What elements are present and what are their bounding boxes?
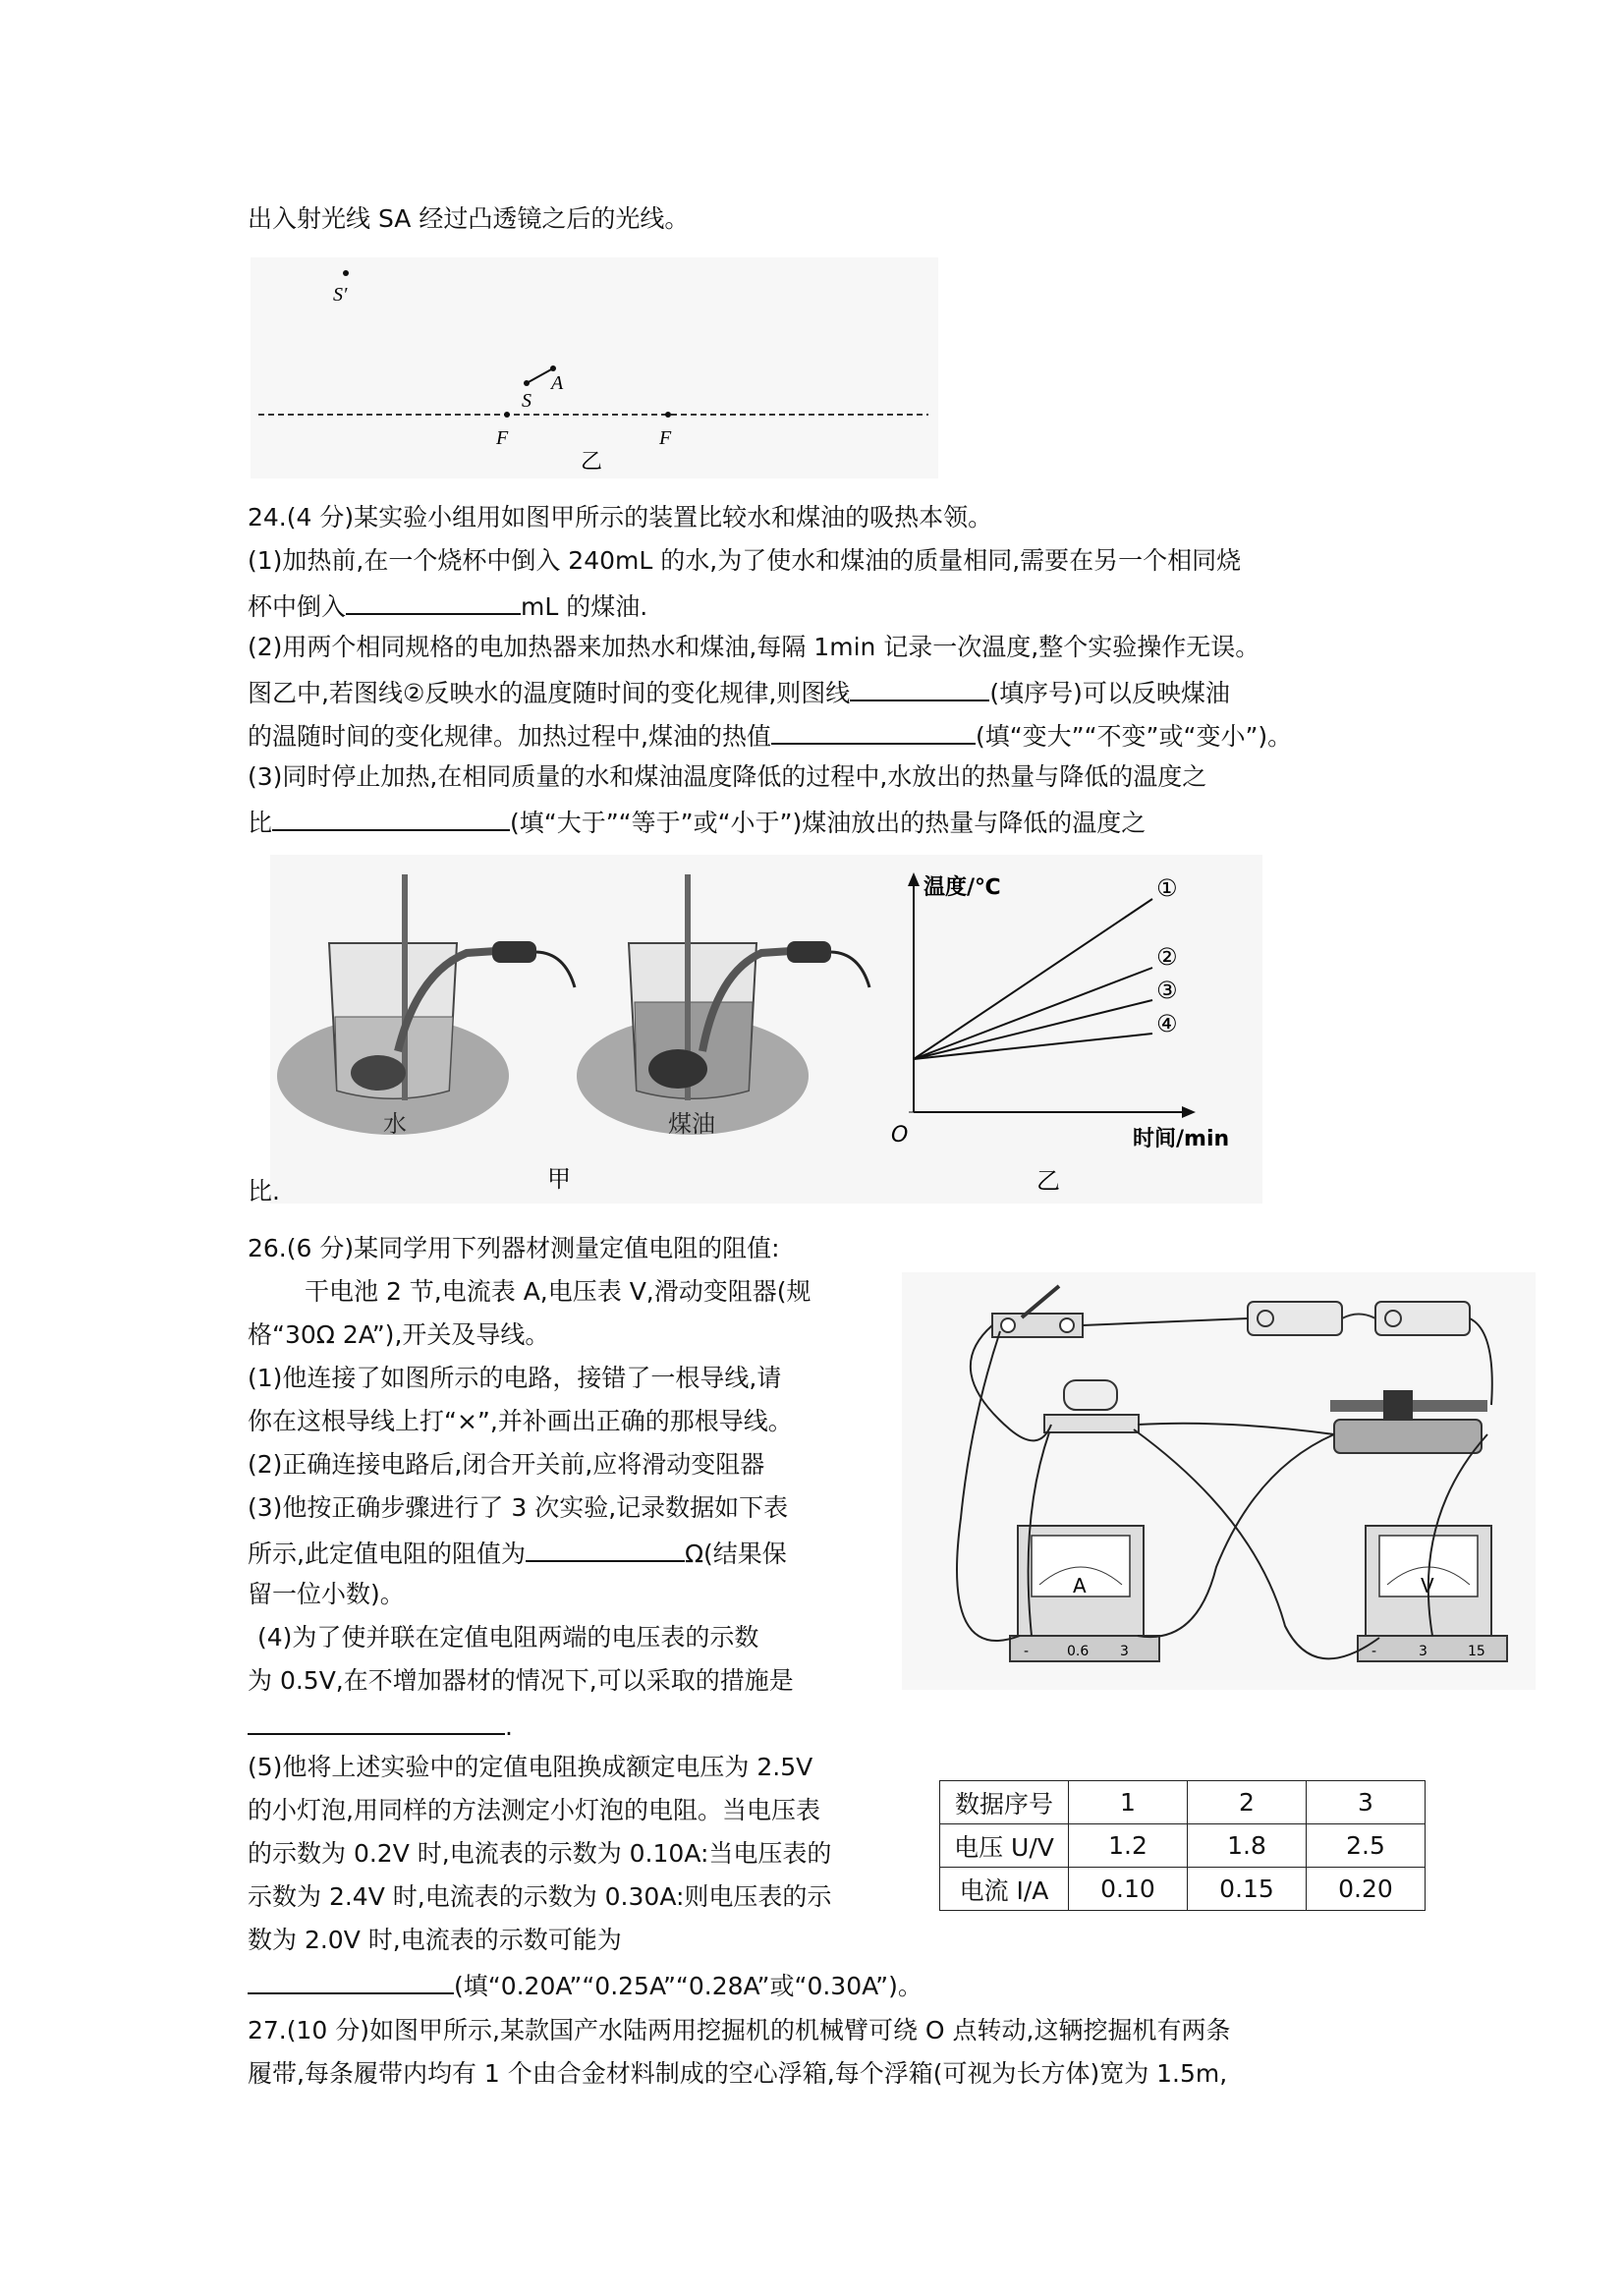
table-cell: 1.8 (1188, 1824, 1307, 1868)
heating-figure (270, 855, 1262, 1204)
q26-line3: (1)他连接了如图所示的电路，接错了一根导线,请 (248, 1364, 782, 1392)
table-cell: 数据序号 (940, 1781, 1069, 1824)
table-cell: 1 (1069, 1781, 1188, 1824)
ammeter-scale-3: 3 (1120, 1644, 1129, 1659)
table-cell: 电压 U/V (940, 1824, 1069, 1868)
graph-origin: O (891, 1123, 909, 1148)
caption-left: 甲 (547, 1165, 571, 1193)
table-header-row (940, 1781, 1426, 1824)
text: . (505, 1712, 513, 1741)
answer-blank[interactable] (771, 719, 976, 745)
answer-blank[interactable] (346, 589, 521, 615)
line-label-4: ④ (1156, 1010, 1178, 1037)
q26-line12: (5)他将上述实验中的定值电阻换成额定电压为 2.5V (248, 1753, 813, 1781)
q26-line8: 留一位小数)。 (248, 1580, 405, 1608)
s-prime-label: S′ (333, 284, 348, 306)
focus-right-label: F (659, 427, 672, 449)
ammeter (1010, 1526, 1159, 1661)
text: Ω(结果保 (684, 1540, 787, 1568)
intro-line: 出入射光线 SA 经过凸透镜之后的光线。 (248, 204, 690, 233)
q24-part3-line3: 比. (248, 1177, 280, 1205)
text: (填“变大”“不变”或“变小”)。 (975, 722, 1293, 751)
q26-line6: (3)他按正确步骤进行了 3 次实验,记录数据如下表 (248, 1493, 789, 1522)
text: (填“0.20A”“0.25A”“0.28A”或“0.30A”)。 (454, 1972, 923, 2000)
lens-figure (251, 257, 938, 478)
voltmeter-symbol: V (1421, 1574, 1434, 1597)
table-cell: 2.5 (1307, 1824, 1426, 1868)
q24-part2-line3 (248, 719, 1292, 752)
text: 杯中倒入 (248, 592, 347, 621)
q24-part2-line2 (248, 676, 1230, 708)
q26-line10: 为 0.5V,在不增加器材的情况下,可以采取的措施是 (248, 1666, 794, 1695)
ammeter-symbol: A (1073, 1574, 1087, 1597)
graph-ylabel: 温度/℃ (923, 875, 1001, 900)
voltmeter-scale-minus: - (1371, 1644, 1377, 1659)
table-cell: 电流 I/A (940, 1868, 1069, 1911)
kerosene-label: 煤油 (668, 1110, 715, 1138)
table-cell: 0.20 (1307, 1868, 1426, 1911)
figure-caption: 乙 (581, 450, 603, 475)
text: (填“大于”“等于”或“小于”)煤油放出的热量与降低的温度之 (510, 809, 1147, 837)
focus-left-label: F (496, 427, 509, 449)
water-label: 水 (383, 1110, 407, 1138)
circuit-figure (902, 1272, 1536, 1690)
q27-line1: 27.(10 分)如图甲所示,某款国产水陆两用挖掘机的机械臂可绕 O 点转动,这辆挖掘机有两条 (248, 2016, 1231, 2044)
voltmeter-scale-3: 3 (1419, 1644, 1427, 1659)
line-label-1: ① (1156, 874, 1178, 902)
q26-line1: 干电池 2 节,电流表 A,电压表 V,滑动变阻器(规 (305, 1277, 812, 1306)
text: 的温随时间的变化规律。加热过程中,煤油的热值 (248, 722, 771, 751)
q24-part2-line1: (2)用两个相同规格的电加热器来加热水和煤油,每隔 1min 记录一次温度,整个实验操作无误。 (248, 633, 1260, 661)
q24-part3-line1: (3)同时停止加热,在相同质量的水和煤油温度降低的过程中,水放出的热量与降低的温度之 (248, 762, 1207, 791)
q26-heading: 26.(6 分)某同学用下列器材测量定值电阻的阻值: (248, 1234, 780, 1262)
ammeter-scale-0-6: 0.6 (1067, 1644, 1090, 1659)
table-cell: 1.2 (1069, 1824, 1188, 1868)
q26-line16: 数为 2.0V 时,电流表的示数可能为 (248, 1926, 622, 1954)
q26-line11 (248, 1709, 513, 1742)
text: (填序号)可以反映煤油 (989, 679, 1230, 707)
answer-blank[interactable] (248, 1709, 505, 1735)
line-label-3: ③ (1156, 977, 1178, 1004)
answer-blank[interactable] (526, 1537, 685, 1562)
q26-line2: 格“30Ω 2A”),开关及导线。 (248, 1320, 550, 1349)
table-cell: 2 (1188, 1781, 1307, 1824)
s-label: S (522, 390, 532, 412)
table-cell: 0.15 (1188, 1868, 1307, 1911)
q27-line2: 履带,每条履带内均有 1 个由合金材料制成的空心浮箱,每个浮箱(可视为长方体)宽为 1.5m, (248, 2059, 1228, 2088)
q26-line14: 的示数为 0.2V 时,电流表的示数为 0.10A:当电压表的 (248, 1839, 832, 1868)
table-cell: 0.10 (1069, 1868, 1188, 1911)
graph-xlabel: 时间/min (1133, 1127, 1230, 1151)
text: 图乙中,若图线②反映水的温度随时间的变化规律,则图线 (248, 679, 851, 707)
text: 比 (248, 809, 273, 837)
q26-line13: 的小灯泡,用同样的方法测定小灯泡的电阻。当电压表 (248, 1796, 820, 1824)
table-row (940, 1868, 1426, 1911)
q24-part1-line1: (1)加热前,在一个烧杯中倒入 240mL 的水,为了使水和煤油的质量相同,需要在另一个相同烧 (248, 546, 1242, 575)
s-prime-point (343, 270, 349, 276)
caption-right: 乙 (1036, 1167, 1060, 1195)
text: 所示,此定值电阻的阻值为 (248, 1540, 526, 1568)
answer-blank[interactable] (248, 1969, 454, 1994)
answer-blank[interactable] (850, 676, 989, 701)
q26-line4: 你在这根导线上打“×”,并补画出正确的那根导线。 (248, 1407, 793, 1435)
voltmeter-scale-15: 15 (1468, 1644, 1485, 1659)
q24-part3-line2 (248, 806, 1146, 838)
answer-blank[interactable] (272, 806, 510, 831)
q26-line5: (2)正确连接电路后,闭合开关前,应将滑动变阻器 (248, 1450, 765, 1479)
q26-line15: 示数为 2.4V 时,电流表的示数为 0.30A:则电压表的示 (248, 1882, 832, 1911)
a-label: A (551, 372, 564, 394)
table-cell: 3 (1307, 1781, 1426, 1824)
data-table (939, 1780, 1426, 1911)
table-row (940, 1824, 1426, 1868)
text: mL 的煤油. (521, 592, 648, 621)
q24-part1-line2 (248, 589, 647, 622)
ammeter-scale-minus: - (1024, 1644, 1030, 1659)
line-label-2: ② (1156, 943, 1178, 971)
q26-line17 (248, 1969, 923, 2001)
q24-heading: 24.(4 分)某实验小组用如图甲所示的装置比较水和煤油的吸热本领。 (248, 503, 993, 532)
q26-line9: (4)为了使并联在定值电阻两端的电压表的示数 (257, 1623, 759, 1652)
q26-line7 (248, 1537, 787, 1569)
